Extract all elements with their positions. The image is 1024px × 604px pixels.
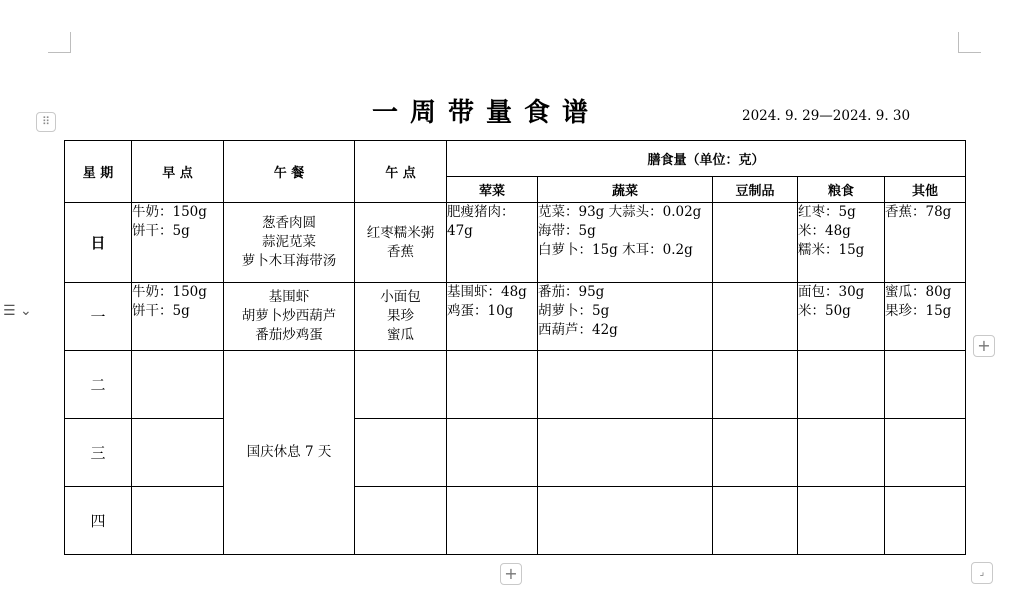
breakfast-cell — [132, 419, 224, 487]
date-range: 2024. 9. 29—2024. 9. 30 — [742, 108, 911, 124]
holiday-note-cell — [224, 351, 355, 555]
header-other: 其他 — [885, 177, 966, 203]
cell-line: 饼干：5g — [132, 303, 190, 319]
cell-line: 胡萝卜：5g — [538, 303, 610, 319]
breakfast-cell — [132, 487, 224, 555]
cell-line: 红枣糯米粥 — [366, 224, 435, 241]
grain-cell — [798, 283, 885, 351]
other-cell — [885, 351, 966, 419]
cell-line: 米：48g — [798, 223, 851, 239]
crop-mark-top-left — [48, 32, 71, 53]
vegetable-cell — [538, 419, 713, 487]
cell-line: 海带：5g — [538, 223, 596, 239]
snack-cell — [355, 351, 447, 419]
table-row — [65, 283, 966, 351]
page-title: 一周带量食谱 — [372, 98, 601, 128]
day-cell: 四 — [65, 487, 132, 555]
cell-line: 香蕉：78g — [885, 204, 952, 220]
breakfast-cell — [132, 283, 224, 351]
meat-cell — [447, 283, 538, 351]
header-soy: 豆制品 — [713, 177, 798, 203]
holiday-note: 国庆休息 7 天 — [246, 444, 332, 460]
cell-line: 萝卜木耳海带汤 — [241, 253, 337, 269]
cell-line: 红枣：5g — [798, 204, 856, 220]
soy-cell — [713, 203, 798, 283]
other-cell — [885, 487, 966, 555]
breakfast-cell — [132, 203, 224, 283]
header-vegetable: 蔬菜 — [538, 177, 713, 203]
cell-line: 米：50g — [798, 303, 851, 319]
cell-line: 鸡蛋：10g — [447, 303, 514, 319]
meat-cell — [447, 203, 538, 283]
soy-cell — [713, 487, 798, 555]
snack-cell — [355, 487, 447, 555]
table-resize-icon[interactable]: ⌟ — [971, 562, 993, 584]
cell-line: 47g — [447, 223, 473, 239]
grain-cell — [798, 203, 885, 283]
vegetable-cell — [538, 203, 713, 283]
table-row — [65, 203, 966, 283]
cell-line: 葱香肉圆 — [262, 215, 316, 231]
crop-mark-top-right — [958, 32, 981, 53]
cell-line: 基围虾 — [268, 289, 310, 305]
cell-line: 基围虾：48g — [447, 284, 527, 300]
cell-line: 蜜瓜：80g — [885, 284, 952, 300]
other-cell — [885, 283, 966, 351]
grain-cell — [798, 487, 885, 555]
lunch-cell — [224, 203, 355, 283]
cell-line: 蜜瓜 — [387, 327, 414, 343]
soy-cell — [713, 419, 798, 487]
cell-line: 西葫芦：42g — [538, 322, 618, 338]
cell-line: 白萝卜：15g 木耳：0.2g — [538, 242, 693, 258]
cell-line: 肥瘦猪肉： — [447, 204, 515, 220]
header-intake: 膳食量（单位：克） — [447, 141, 966, 177]
day-cell: 二 — [65, 351, 132, 419]
grain-cell — [798, 419, 885, 487]
cell-line: 面包：30g — [798, 284, 865, 300]
cell-line: 番茄：95g — [538, 284, 605, 300]
cell-line: 番茄炒鸡蛋 — [255, 327, 323, 343]
cell-line: 小面包 — [380, 289, 421, 305]
soy-cell — [713, 351, 798, 419]
snack-cell — [355, 419, 447, 487]
meat-cell — [447, 487, 538, 555]
header-weekday: 星 期 — [65, 141, 132, 203]
soy-cell — [713, 283, 798, 351]
cell-line: 蒜泥苋菜 — [262, 234, 316, 250]
paragraph-menu-icon[interactable]: ☰ ⌄ — [3, 303, 32, 319]
cell-line: 胡萝卜炒西葫芦 — [241, 308, 337, 324]
table-row — [65, 351, 966, 419]
other-cell — [885, 203, 966, 283]
cell-line: 牛奶：150g — [132, 284, 207, 300]
table-row — [65, 487, 966, 555]
cell-line: 果珍：15g — [885, 303, 952, 319]
day-cell: 日 — [65, 203, 132, 283]
cell-line: 牛奶：150g — [132, 204, 207, 220]
table-move-handle[interactable]: ⠿ — [36, 112, 56, 132]
add-column-button[interactable]: + — [973, 335, 995, 357]
vegetable-cell — [538, 487, 713, 555]
snack-cell — [355, 283, 447, 351]
cell-line: 香蕉 — [387, 243, 414, 260]
meat-cell — [447, 419, 538, 487]
header-grain: 粮食 — [798, 177, 885, 203]
header-afternoon-snack: 午 点 — [355, 141, 447, 203]
vegetable-cell — [538, 283, 713, 351]
breakfast-cell — [132, 351, 224, 419]
cell-line: 饼干：5g — [132, 223, 190, 239]
day-cell: 一 — [65, 283, 132, 351]
add-row-button[interactable]: + — [500, 563, 522, 585]
cell-line: 果珍 — [387, 308, 414, 324]
header-meat: 荤菜 — [447, 177, 538, 203]
grain-cell — [798, 351, 885, 419]
header-breakfast-snack: 早 点 — [132, 141, 224, 203]
lunch-cell — [224, 283, 355, 351]
header-lunch: 午 餐 — [224, 141, 355, 203]
cell-line: 糯米：15g — [798, 242, 865, 258]
other-cell — [885, 419, 966, 487]
snack-cell — [355, 203, 447, 283]
weekly-menu-table — [64, 140, 966, 555]
table-row — [65, 419, 966, 487]
day-cell: 三 — [65, 419, 132, 487]
vegetable-cell — [538, 351, 713, 419]
cell-line: 苋菜：93g 大蒜头：0.02g — [538, 204, 702, 220]
meat-cell — [447, 351, 538, 419]
